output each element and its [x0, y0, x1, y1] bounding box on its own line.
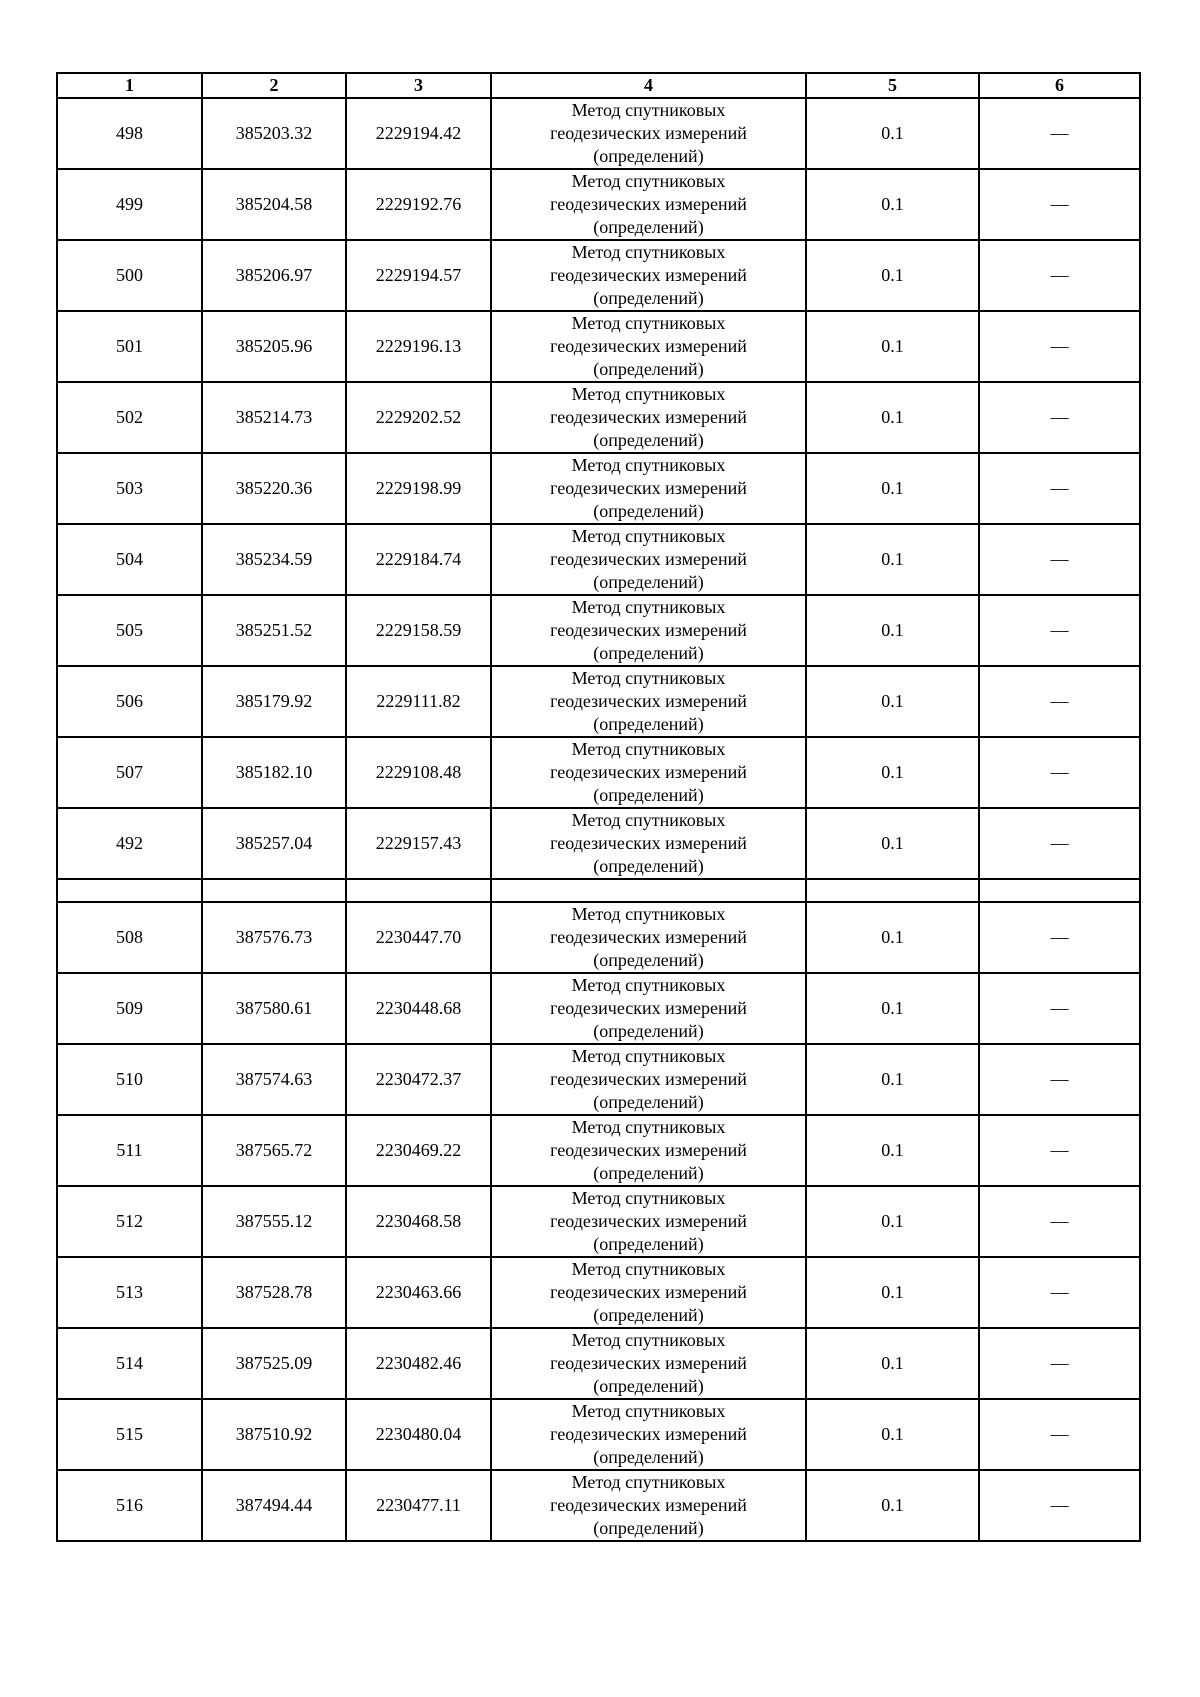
table-row: [57, 666, 1140, 737]
method-text-line: Метод спутниковых: [571, 597, 726, 617]
table-row: [57, 1115, 1140, 1186]
accuracy-cell: 0.1: [806, 169, 979, 240]
header-col-1: 1: [57, 73, 202, 98]
coordinates-table: [56, 72, 1141, 1542]
method-text-line: (определений): [593, 359, 704, 379]
method-cell: [491, 1399, 806, 1470]
header-row: [57, 73, 1140, 98]
method-text-line: геодезических измерений: [550, 478, 747, 498]
accuracy-cell: 0.1: [806, 524, 979, 595]
note-cell: —: [979, 1115, 1140, 1186]
method-text-line: (определений): [593, 1447, 704, 1467]
method-text-line: Метод спутниковых: [571, 810, 726, 830]
point-number-cell: 492: [57, 808, 202, 879]
y-coordinate-cell: 2230477.11: [346, 1470, 491, 1541]
method-text-line: (определений): [593, 643, 704, 663]
method-text-line: Метод спутниковых: [571, 1472, 726, 1492]
accuracy-cell: 0.1: [806, 311, 979, 382]
point-number-cell: 511: [57, 1115, 202, 1186]
method-text-line: (определений): [593, 572, 704, 592]
table-row: [57, 453, 1140, 524]
note-cell: —: [979, 808, 1140, 879]
y-coordinate-cell: 2229111.82: [346, 666, 491, 737]
y-coordinate-cell: 2229196.13: [346, 311, 491, 382]
method-text-line: геодезических измерений: [550, 194, 747, 214]
x-coordinate-cell: 387525.09: [202, 1328, 346, 1399]
accuracy-cell: 0.1: [806, 1186, 979, 1257]
method-text-line: геодезических измерений: [550, 620, 747, 640]
method-text-line: (определений): [593, 1021, 704, 1041]
accuracy-cell: 0.1: [806, 98, 979, 169]
method-cell: [491, 311, 806, 382]
table-row: [57, 973, 1140, 1044]
header-col-4: 4: [491, 73, 806, 98]
method-text-line: Метод спутниковых: [571, 975, 726, 995]
method-text-line: (определений): [593, 146, 704, 166]
method-text-line: Метод спутниковых: [571, 1188, 726, 1208]
y-coordinate-cell: 2229184.74: [346, 524, 491, 595]
table-row: [57, 311, 1140, 382]
accuracy-cell: 0.1: [806, 1257, 979, 1328]
method-text-line: (определений): [593, 1163, 704, 1183]
method-text-line: геодезических измерений: [550, 1140, 747, 1160]
method-text-line: геодезических измерений: [550, 123, 747, 143]
point-number-cell: 510: [57, 1044, 202, 1115]
method-cell: [491, 973, 806, 1044]
method-cell: [491, 1470, 806, 1541]
x-coordinate-cell: 387580.61: [202, 973, 346, 1044]
accuracy-cell: 0.1: [806, 595, 979, 666]
method-cell: [491, 98, 806, 169]
y-coordinate-cell: 2229194.42: [346, 98, 491, 169]
note-cell: —: [979, 902, 1140, 973]
accuracy-cell: 0.1: [806, 453, 979, 524]
table-row: [57, 1470, 1140, 1541]
y-coordinate-cell: 2229157.43: [346, 808, 491, 879]
method-text-line: геодезических измерений: [550, 1424, 747, 1444]
method-text-line: геодезических измерений: [550, 265, 747, 285]
table-row: [57, 1399, 1140, 1470]
point-number-cell: 507: [57, 737, 202, 808]
method-text-line: геодезических измерений: [550, 998, 747, 1018]
method-text-line: геодезических измерений: [550, 1282, 747, 1302]
method-text-line: (определений): [593, 1092, 704, 1112]
method-text-line: (определений): [593, 288, 704, 308]
method-text-line: Метод спутниковых: [571, 904, 726, 924]
x-coordinate-cell: 385234.59: [202, 524, 346, 595]
accuracy-cell: 0.1: [806, 1328, 979, 1399]
method-text-line: геодезических измерений: [550, 691, 747, 711]
x-coordinate-cell: 385251.52: [202, 595, 346, 666]
table-row: [57, 902, 1140, 973]
method-text-line: Метод спутниковых: [571, 171, 726, 191]
note-cell: —: [979, 382, 1140, 453]
method-text-line: геодезических измерений: [550, 549, 747, 569]
x-coordinate-cell: 387528.78: [202, 1257, 346, 1328]
method-cell: [491, 595, 806, 666]
method-text-line: (определений): [593, 856, 704, 876]
method-text-line: Метод спутниковых: [571, 1046, 726, 1066]
y-coordinate-cell: 2229202.52: [346, 382, 491, 453]
note-cell: —: [979, 1044, 1140, 1115]
point-number-cell: 516: [57, 1470, 202, 1541]
method-cell: [491, 1328, 806, 1399]
point-number-cell: 498: [57, 98, 202, 169]
method-text-line: Метод спутниковых: [571, 455, 726, 475]
method-text-line: геодезических измерений: [550, 1353, 747, 1373]
y-coordinate-cell: 2230472.37: [346, 1044, 491, 1115]
method-text-line: (определений): [593, 217, 704, 237]
table-row: [57, 1044, 1140, 1115]
empty-cell: [57, 879, 202, 902]
method-text-line: Метод спутниковых: [571, 1259, 726, 1279]
method-text-line: геодезических измерений: [550, 336, 747, 356]
point-number-cell: 508: [57, 902, 202, 973]
point-number-cell: 500: [57, 240, 202, 311]
header-col-6: 6: [979, 73, 1140, 98]
method-text-line: (определений): [593, 1305, 704, 1325]
table-row: [57, 524, 1140, 595]
point-number-cell: 509: [57, 973, 202, 1044]
method-cell: [491, 902, 806, 973]
accuracy-cell: 0.1: [806, 666, 979, 737]
method-text-line: Метод спутниковых: [571, 668, 726, 688]
point-number-cell: 502: [57, 382, 202, 453]
x-coordinate-cell: 385204.58: [202, 169, 346, 240]
table-row: [57, 240, 1140, 311]
x-coordinate-cell: 385203.32: [202, 98, 346, 169]
x-coordinate-cell: 387574.63: [202, 1044, 346, 1115]
x-coordinate-cell: 387565.72: [202, 1115, 346, 1186]
point-number-cell: 512: [57, 1186, 202, 1257]
x-coordinate-cell: 385214.73: [202, 382, 346, 453]
note-cell: —: [979, 1328, 1140, 1399]
table-row: [57, 737, 1140, 808]
method-cell: [491, 524, 806, 595]
table-row: [57, 169, 1140, 240]
y-coordinate-cell: 2229108.48: [346, 737, 491, 808]
method-text-line: геодезических измерений: [550, 1069, 747, 1089]
point-number-cell: 504: [57, 524, 202, 595]
method-text-line: Метод спутниковых: [571, 526, 726, 546]
y-coordinate-cell: 2229194.57: [346, 240, 491, 311]
header-col-5: 5: [806, 73, 979, 98]
method-text-line: (определений): [593, 1234, 704, 1254]
note-cell: —: [979, 240, 1140, 311]
point-number-cell: 514: [57, 1328, 202, 1399]
method-text-line: Метод спутниковых: [571, 242, 726, 262]
note-cell: —: [979, 973, 1140, 1044]
table-body: [57, 98, 1140, 1541]
point-number-cell: 499: [57, 169, 202, 240]
x-coordinate-cell: 385182.10: [202, 737, 346, 808]
point-number-cell: 515: [57, 1399, 202, 1470]
table-row: [57, 98, 1140, 169]
accuracy-cell: 0.1: [806, 240, 979, 311]
method-text-line: (определений): [593, 1376, 704, 1396]
method-text-line: Метод спутниковых: [571, 313, 726, 333]
note-cell: —: [979, 1470, 1140, 1541]
x-coordinate-cell: 387555.12: [202, 1186, 346, 1257]
x-coordinate-cell: 385206.97: [202, 240, 346, 311]
method-text-line: геодезических измерений: [550, 833, 747, 853]
point-number-cell: 513: [57, 1257, 202, 1328]
y-coordinate-cell: 2230448.68: [346, 973, 491, 1044]
y-coordinate-cell: 2230447.70: [346, 902, 491, 973]
table-row: [57, 595, 1140, 666]
x-coordinate-cell: 387510.92: [202, 1399, 346, 1470]
method-text-line: геодезических измерений: [550, 1495, 747, 1515]
y-coordinate-cell: 2230469.22: [346, 1115, 491, 1186]
y-coordinate-cell: 2230482.46: [346, 1328, 491, 1399]
method-cell: [491, 1115, 806, 1186]
x-coordinate-cell: 385179.92: [202, 666, 346, 737]
method-text-line: геодезических измерений: [550, 927, 747, 947]
method-text-line: геодезических измерений: [550, 407, 747, 427]
y-coordinate-cell: 2229192.76: [346, 169, 491, 240]
note-cell: —: [979, 666, 1140, 737]
point-number-cell: 506: [57, 666, 202, 737]
empty-cell: [202, 879, 346, 902]
empty-cell: [491, 879, 806, 902]
x-coordinate-cell: 385257.04: [202, 808, 346, 879]
method-text-line: Метод спутниковых: [571, 384, 726, 404]
accuracy-cell: 0.1: [806, 382, 979, 453]
method-cell: [491, 240, 806, 311]
method-text-line: Метод спутниковых: [571, 1330, 726, 1350]
method-cell: [491, 1257, 806, 1328]
method-cell: [491, 1044, 806, 1115]
note-cell: —: [979, 737, 1140, 808]
method-cell: [491, 1186, 806, 1257]
method-text-line: Метод спутниковых: [571, 100, 726, 120]
method-text-line: (определений): [593, 501, 704, 521]
method-text-line: (определений): [593, 1518, 704, 1538]
accuracy-cell: 0.1: [806, 1044, 979, 1115]
note-cell: —: [979, 524, 1140, 595]
header-col-2: 2: [202, 73, 346, 98]
y-coordinate-cell: 2230468.58: [346, 1186, 491, 1257]
point-number-cell: 505: [57, 595, 202, 666]
note-cell: —: [979, 1399, 1140, 1470]
empty-cell: [806, 879, 979, 902]
method-text-line: (определений): [593, 714, 704, 734]
method-text-line: (определений): [593, 430, 704, 450]
method-text-line: Метод спутниковых: [571, 1401, 726, 1421]
empty-cell: [979, 879, 1140, 902]
table-row: [57, 808, 1140, 879]
method-cell: [491, 808, 806, 879]
table-row: [57, 382, 1140, 453]
note-cell: —: [979, 595, 1140, 666]
accuracy-cell: 0.1: [806, 1470, 979, 1541]
note-cell: —: [979, 453, 1140, 524]
method-text-line: Метод спутниковых: [571, 1117, 726, 1137]
table-row: [57, 1257, 1140, 1328]
method-cell: [491, 666, 806, 737]
note-cell: —: [979, 311, 1140, 382]
accuracy-cell: 0.1: [806, 902, 979, 973]
separator-row: [57, 879, 1140, 902]
table-row: [57, 1186, 1140, 1257]
accuracy-cell: 0.1: [806, 808, 979, 879]
x-coordinate-cell: 385220.36: [202, 453, 346, 524]
note-cell: —: [979, 1186, 1140, 1257]
point-number-cell: 503: [57, 453, 202, 524]
method-text-line: Метод спутниковых: [571, 739, 726, 759]
method-cell: [491, 382, 806, 453]
y-coordinate-cell: 2229158.59: [346, 595, 491, 666]
point-number-cell: 501: [57, 311, 202, 382]
accuracy-cell: 0.1: [806, 1115, 979, 1186]
accuracy-cell: 0.1: [806, 1399, 979, 1470]
accuracy-cell: 0.1: [806, 737, 979, 808]
x-coordinate-cell: 387576.73: [202, 902, 346, 973]
y-coordinate-cell: 2230480.04: [346, 1399, 491, 1470]
method-cell: [491, 453, 806, 524]
x-coordinate-cell: 385205.96: [202, 311, 346, 382]
header-col-3: 3: [346, 73, 491, 98]
method-text-line: (определений): [593, 785, 704, 805]
method-text-line: (определений): [593, 950, 704, 970]
method-text-line: геодезических измерений: [550, 1211, 747, 1231]
method-text-line: геодезических измерений: [550, 762, 747, 782]
empty-cell: [346, 879, 491, 902]
y-coordinate-cell: 2229198.99: [346, 453, 491, 524]
method-cell: [491, 169, 806, 240]
accuracy-cell: 0.1: [806, 973, 979, 1044]
note-cell: —: [979, 98, 1140, 169]
note-cell: —: [979, 1257, 1140, 1328]
y-coordinate-cell: 2230463.66: [346, 1257, 491, 1328]
x-coordinate-cell: 387494.44: [202, 1470, 346, 1541]
method-cell: [491, 737, 806, 808]
table-row: [57, 1328, 1140, 1399]
note-cell: —: [979, 169, 1140, 240]
